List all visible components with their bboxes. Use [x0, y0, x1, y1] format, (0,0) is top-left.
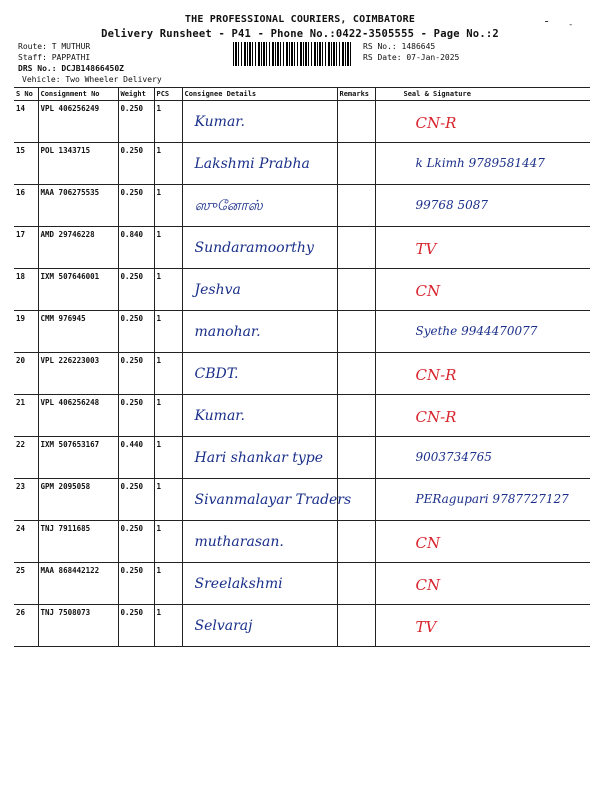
col-header-consignee: Consignee Details [182, 88, 337, 101]
pcs-cell: 1 [154, 563, 182, 605]
weight-cell: 0.250 [118, 143, 154, 185]
handwritten-consignee: Sreelakshmi [194, 576, 283, 592]
consignee-cell [182, 311, 337, 353]
sno-cell: 26 [14, 605, 38, 647]
signature-cell [375, 143, 590, 185]
signature-cell [375, 353, 590, 395]
remarks-cell [337, 605, 375, 647]
consignment-cell: CMM 976945 [38, 311, 118, 353]
consignee-cell [182, 353, 337, 395]
weight-cell: 0.250 [118, 101, 154, 143]
signature-cell [375, 269, 590, 311]
consignment-cell: VPL 406256248 [38, 395, 118, 437]
consignee-cell [182, 101, 337, 143]
sno-cell: 17 [14, 227, 38, 269]
signature-cell [375, 185, 590, 227]
signature-cell [375, 437, 590, 479]
handwritten-signature: CN [415, 576, 441, 594]
pcs-cell: 1 [154, 185, 182, 227]
table-row [14, 353, 590, 395]
stray-mark: - [543, 14, 551, 28]
weight-cell: 0.250 [118, 395, 154, 437]
drs-number: DRS No.: DCJB14866450Z [18, 64, 124, 73]
remarks-cell [337, 563, 375, 605]
consignee-cell [182, 269, 337, 311]
handwritten-signature: 9003734765 [415, 450, 492, 464]
sno-cell: 14 [14, 101, 38, 143]
handwritten-consignee: Lakshmi Prabha [194, 156, 310, 172]
table-row [14, 437, 590, 479]
pcs-cell: 1 [154, 437, 182, 479]
handwritten-consignee: ஸுனோஸ் [194, 198, 263, 214]
table-row [14, 521, 590, 563]
pcs-cell: 1 [154, 353, 182, 395]
handwritten-signature: TV [415, 618, 437, 636]
pcs-cell: 1 [154, 311, 182, 353]
signature-cell [375, 521, 590, 563]
consignee-cell [182, 605, 337, 647]
sno-cell: 22 [14, 437, 38, 479]
pcs-cell: 1 [154, 395, 182, 437]
weight-cell: 0.250 [118, 269, 154, 311]
sno-cell: 15 [14, 143, 38, 185]
consignment-cell: IXM 507646001 [38, 269, 118, 311]
pcs-cell: 1 [154, 479, 182, 521]
table-row [14, 227, 590, 269]
consignee-cell [182, 227, 337, 269]
pcs-cell: 1 [154, 269, 182, 311]
remarks-cell [337, 269, 375, 311]
remarks-cell [337, 395, 375, 437]
remarks-cell [337, 479, 375, 521]
col-header-sno: S No [14, 88, 38, 101]
handwritten-signature: k Lkimh 9789581447 [415, 156, 545, 170]
handwritten-consignee: Sundaramoorthy [194, 240, 314, 256]
weight-cell: 0.840 [118, 227, 154, 269]
remarks-cell [337, 437, 375, 479]
handwritten-consignee: Selvaraj [194, 618, 253, 634]
handwritten-consignee: manohar. [194, 324, 261, 340]
signature-cell [375, 101, 590, 143]
consignment-cell: MAA 706275535 [38, 185, 118, 227]
consignee-cell [182, 395, 337, 437]
handwritten-signature: CN-R [415, 114, 457, 132]
sno-cell: 24 [14, 521, 38, 563]
rs-number: RS No.: 1486645 [363, 42, 436, 51]
runsheet-table [14, 87, 590, 647]
sno-cell: 19 [14, 311, 38, 353]
consignment-cell: IXM 507653167 [38, 437, 118, 479]
company-title: THE PROFESSIONAL COURIERS, COIMBATORE [184, 14, 416, 25]
consignment-cell: MAA 868442122 [38, 563, 118, 605]
handwritten-consignee: Hari shankar type [194, 450, 323, 466]
col-header-remarks: Remarks [337, 88, 375, 101]
consignment-cell: VPL 226223003 [38, 353, 118, 395]
remarks-cell [337, 185, 375, 227]
consignment-cell: AMD 29746228 [38, 227, 118, 269]
consignee-cell [182, 437, 337, 479]
signature-cell [375, 605, 590, 647]
remarks-cell [337, 227, 375, 269]
weight-cell: 0.250 [118, 353, 154, 395]
weight-cell: 0.250 [118, 311, 154, 353]
consignee-cell [182, 143, 337, 185]
consignee-cell [182, 563, 337, 605]
pcs-cell: 1 [154, 143, 182, 185]
pcs-cell: 1 [154, 605, 182, 647]
consignee-cell [182, 479, 352, 521]
sno-cell: 20 [14, 353, 38, 395]
handwritten-signature: 99768 5087 [415, 198, 489, 212]
consignment-cell: POL 1343715 [38, 143, 118, 185]
runsheet-subtitle: Delivery Runsheet - P41 - Phone No.:0422-3505555 - Page No.:2 [101, 28, 499, 40]
handwritten-signature: PERagupari 9787727127 [415, 492, 569, 506]
table-row [14, 101, 590, 143]
table-row [14, 311, 590, 353]
staff-text: Staff: PAPPATHI [18, 53, 91, 62]
weight-cell: 0.250 [118, 479, 154, 521]
rs-date: RS Date: 07-Jan-2025 [363, 53, 460, 62]
consignment-cell: TNJ 7911685 [38, 521, 118, 563]
table-header-row [14, 88, 590, 101]
consignment-cell: TNJ 7508073 [38, 605, 118, 647]
col-header-weight: Weight [118, 88, 154, 101]
sno-cell: 23 [14, 479, 38, 521]
consignment-cell: VPL 406256249 [38, 101, 118, 143]
signature-cell [375, 311, 590, 353]
signature-cell [375, 227, 590, 269]
table-row [14, 563, 590, 605]
pcs-cell: 1 [154, 227, 182, 269]
weight-cell: 0.440 [118, 437, 154, 479]
handwritten-consignee: Kumar. [194, 408, 245, 424]
consignee-cell [182, 185, 337, 227]
handwritten-consignee: Jeshva [194, 282, 241, 298]
route-text: Route: T MUTHUR [18, 42, 91, 51]
table-row [14, 479, 590, 521]
remarks-cell [337, 101, 375, 143]
col-header-signature: Seal & Signature [375, 88, 590, 101]
table-row [14, 185, 590, 227]
weight-cell: 0.250 [118, 185, 154, 227]
weight-cell: 0.250 [118, 605, 154, 647]
vehicle-text: Vehicle: Two Wheeler Delivery [22, 75, 162, 84]
consignment-cell: GPM 2095058 [38, 479, 118, 521]
handwritten-consignee: Kumar. [194, 114, 245, 130]
handwritten-signature: CN-R [415, 408, 457, 426]
handwritten-consignee: CBDT. [194, 366, 239, 382]
handwritten-signature: Syethe 9944470077 [415, 324, 538, 338]
sno-cell: 25 [14, 563, 38, 605]
handwritten-consignee: Sivanmalayar Traders [194, 492, 352, 508]
barcode-image [233, 42, 351, 66]
sno-cell: 18 [14, 269, 38, 311]
consignee-cell [182, 521, 337, 563]
sno-cell: 21 [14, 395, 38, 437]
handwritten-signature: CN [415, 534, 441, 552]
remarks-cell [337, 353, 375, 395]
signature-cell [375, 395, 590, 437]
remarks-cell [337, 521, 375, 563]
handwritten-signature: CN-R [415, 366, 457, 384]
stray-mark: - [568, 20, 574, 30]
remarks-cell [337, 143, 375, 185]
weight-cell: 0.250 [118, 521, 154, 563]
table-row [14, 143, 590, 185]
pcs-cell: 1 [154, 521, 182, 563]
signature-cell [375, 479, 590, 521]
col-header-consignment: Consignment No [38, 88, 118, 101]
weight-cell: 0.250 [118, 563, 154, 605]
pcs-cell: 1 [154, 101, 182, 143]
table-row [14, 395, 590, 437]
table-row [14, 605, 590, 647]
signature-cell [375, 563, 590, 605]
sno-cell: 16 [14, 185, 38, 227]
col-header-pcs: PCS [154, 88, 182, 101]
handwritten-signature: TV [415, 240, 437, 258]
remarks-cell [337, 311, 375, 353]
handwritten-consignee: mutharasan. [194, 534, 284, 550]
table-row [14, 269, 590, 311]
handwritten-signature: CN [415, 282, 441, 300]
